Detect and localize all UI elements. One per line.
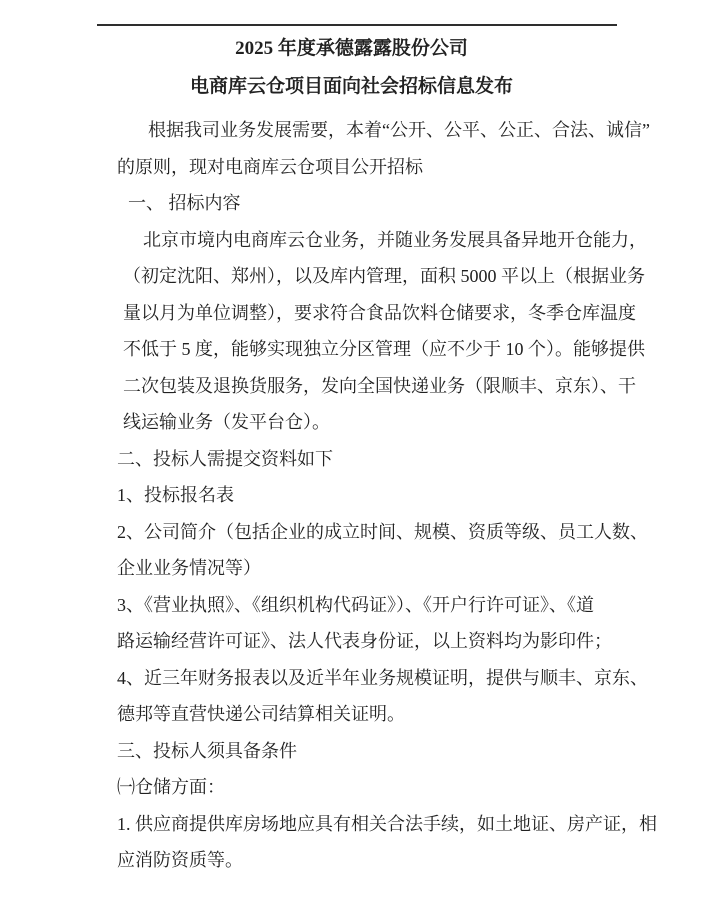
body-line: 北京市境内电商库云仓业务，并随业务发展具备异地开仓能力， [143,229,647,250]
body-line: 1、投标报名表 [117,485,234,505]
body-line: 应消防资质等。 [117,850,243,870]
document-body [117,112,657,879]
doc-title-line-2: 电商库云仓项目面向社会招标信息发布 [189,76,513,97]
body-line: （初定沈阳、郑州），以及库内管理，面积 5000 平以上（根据业务 [123,266,645,286]
section-heading-1: 一、 招标内容 [128,193,241,213]
body-line: 2、公司简介（包括企业的成立时间、规模、资质等级、员工人数、 [117,521,648,542]
body-line: 企业业务情况等） [117,558,261,578]
body-line: 二次包装及退换货服务，发向全国快递业务（限顺丰、京东）、干 [123,375,636,396]
section-heading-3: 三、投标人须具备条件 [117,740,297,761]
body-line: 根据我司业务发展需要，本着“公开、公平、公正、合法、诚信” [148,120,650,140]
body-line: 德邦等直营快递公司结算相关证明。 [117,704,405,724]
body-line: 的原则，现对电商库云仓项目公开招标 [117,156,423,177]
body-line: 路运输经营许可证》、法人代表身份证，以上资料均为影印件； [117,631,612,651]
doc-title-line-1: 2025 年度承德露露股份公司 [235,38,468,59]
section-heading-2: 二、投标人需提交资料如下 [117,448,333,469]
body-line: 不低于 5 度，能够实现独立分区管理（应不少于 10 个）。能够提供 [123,339,645,359]
header-rule [97,24,617,26]
body-line: 线运输业务（发平台仓）。 [123,412,330,432]
subsection-heading-warehouse: ㈠仓储方面： [117,777,225,797]
title-block [0,0,703,106]
body-line: 量以月为单位调整），要求符合食品饮料仓储要求，冬季仓库温度 [123,302,636,323]
body-line: 4、近三年财务报表以及近半年业务规模证明，提供与顺丰、京东、 [117,667,648,688]
body-line: 3、《营业执照》、《组织机构代码证》）、《开户行许可证》、《道 [117,594,594,615]
body-line: 1. 供应商提供库房场地应具有相关合法手续，如土地证、房产证，相 [117,813,657,834]
